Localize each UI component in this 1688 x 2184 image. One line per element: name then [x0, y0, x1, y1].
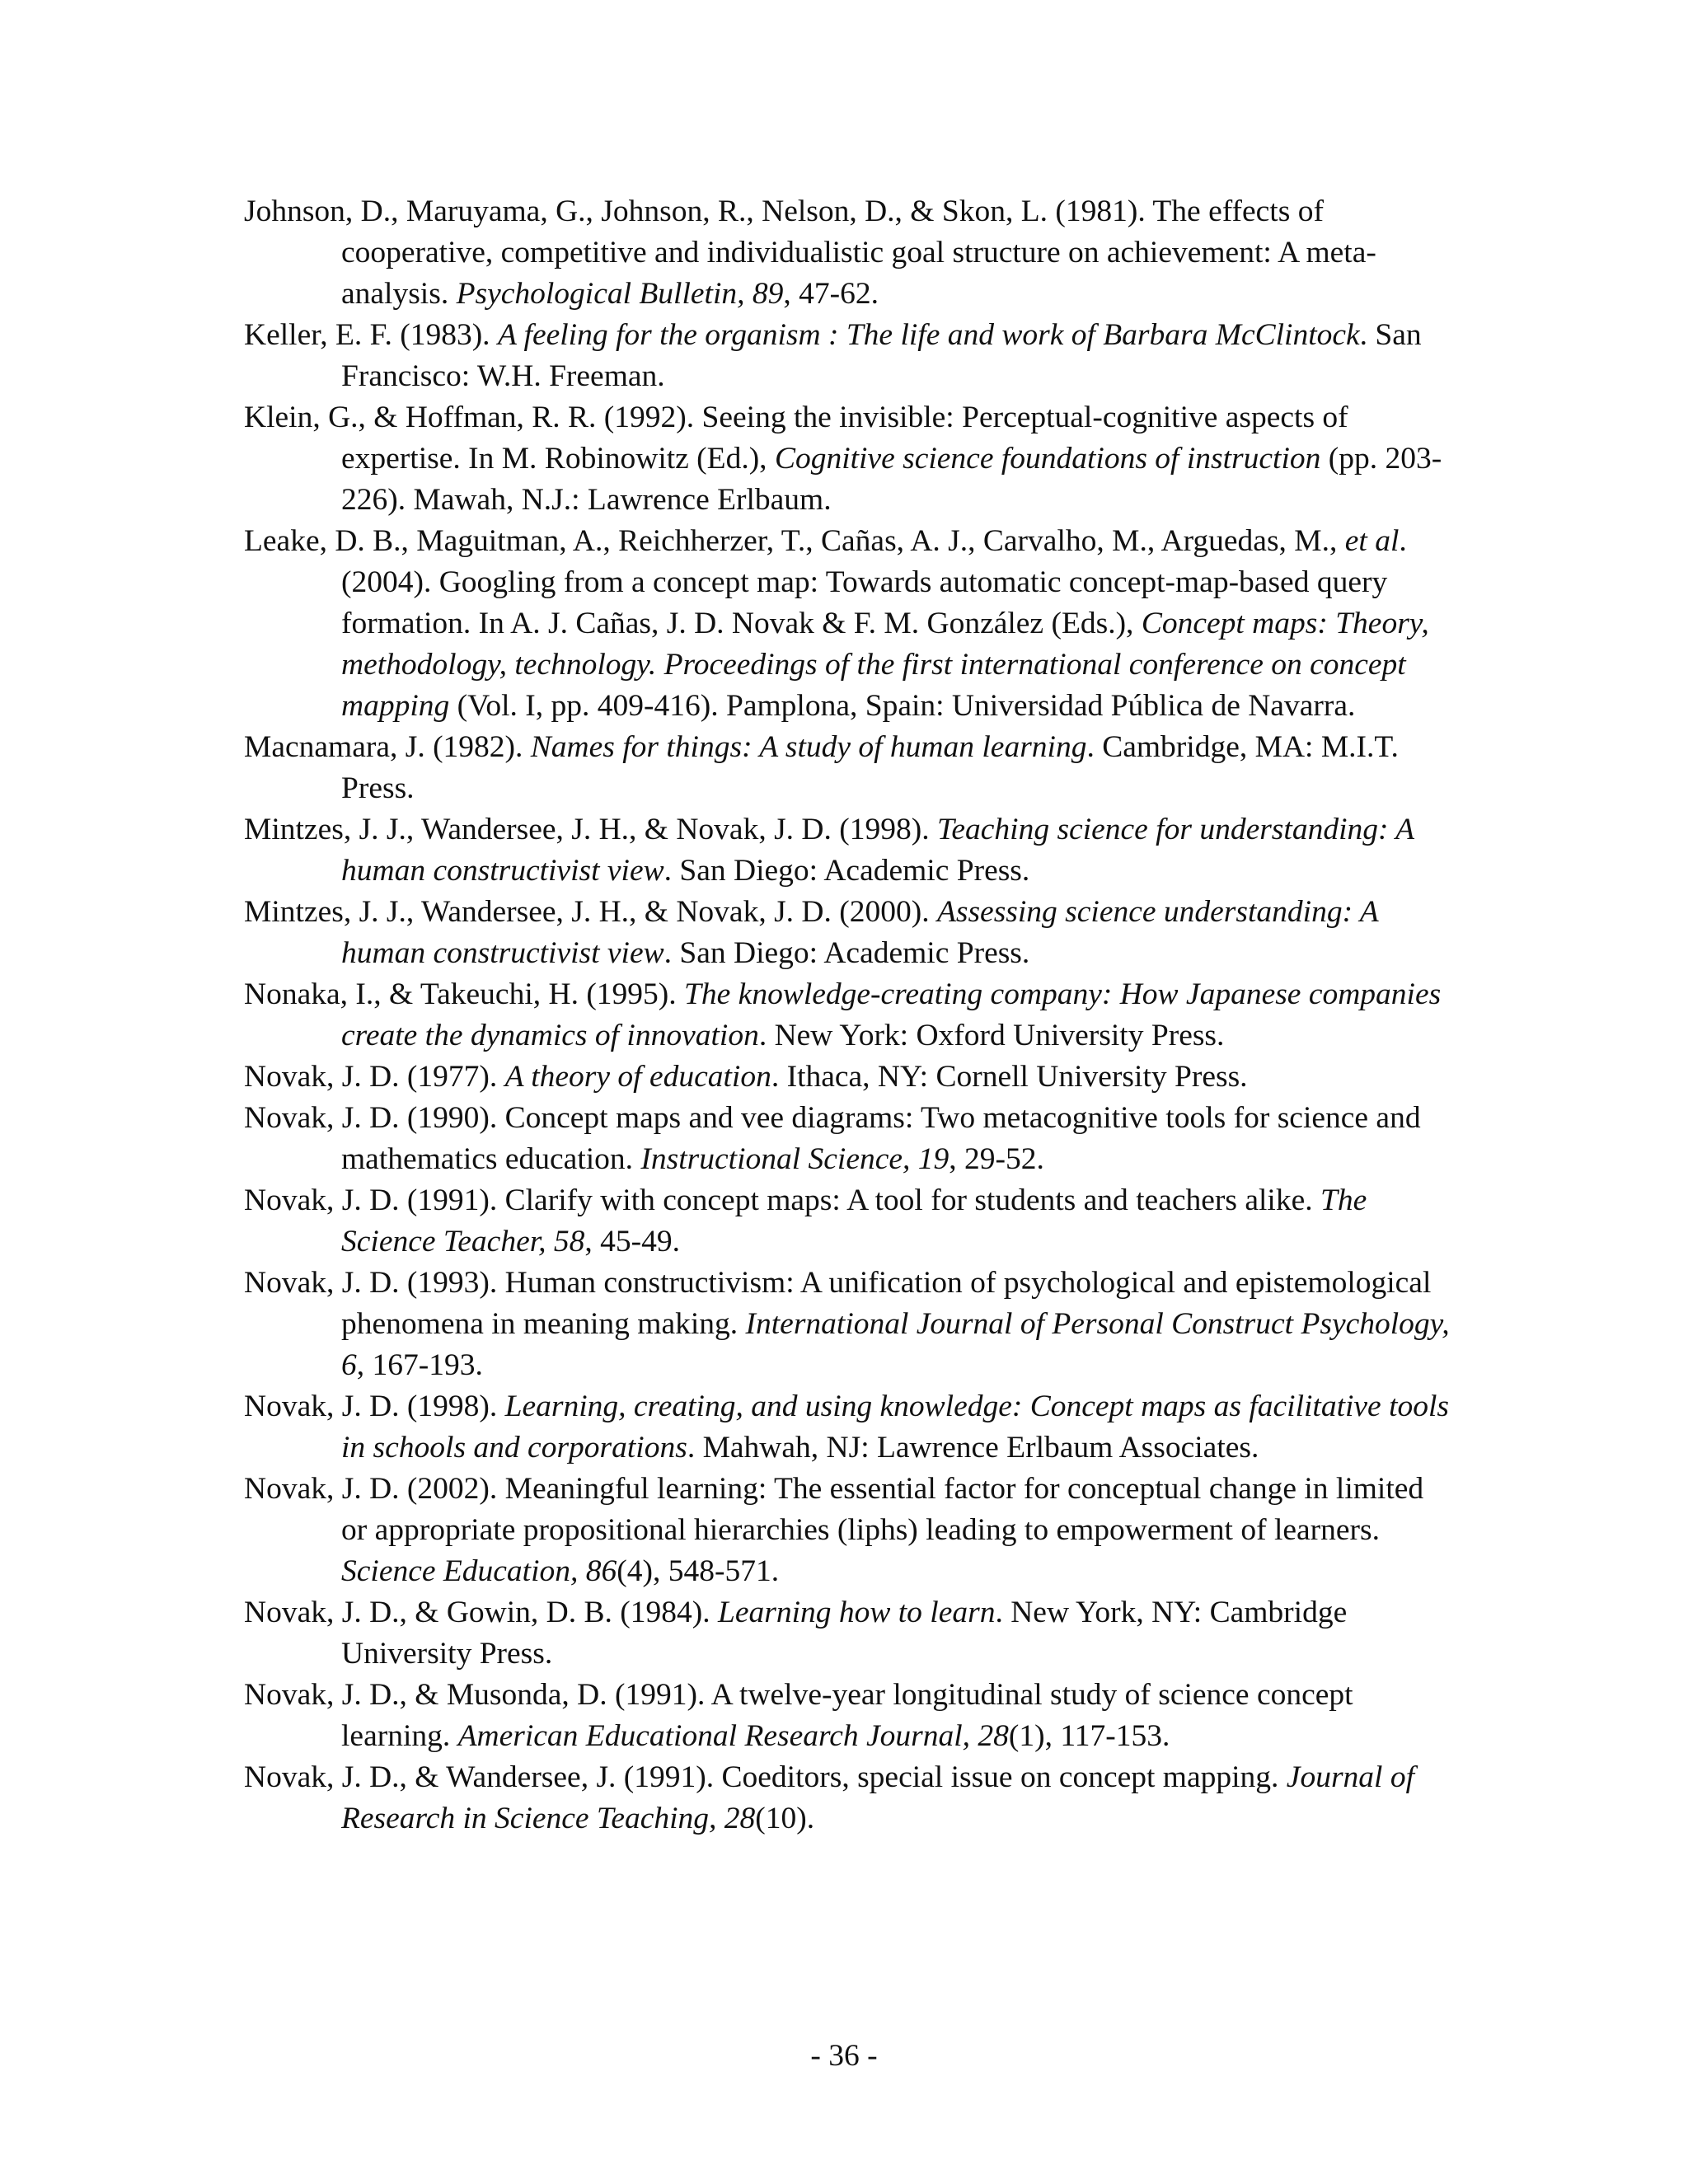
reference-italic-text: Cognitive science foundations of instruction: [774, 442, 1321, 476]
reference-entry: [244, 521, 1456, 727]
reference-text: Klein, G., & Hoffman, R. R. (1992). Seeing the invisible: Perceptual-cognitive aspects of expertise. In M. Robinowitz (Ed.),: [244, 401, 1348, 476]
reference-entry: [244, 1757, 1456, 1840]
reference-text: Mintzes, J. J., Wandersee, J. H., & Novak, J. D. (2000).: [244, 895, 937, 929]
reference-entry: [244, 1098, 1456, 1180]
reference-italic-text: The Science Teacher, 58: [341, 1183, 1367, 1258]
reference-text: . Mahwah, NJ: Lawrence Erlbaum Associates.: [687, 1431, 1259, 1465]
reference-italic-text: Teaching science for understanding: A human constructivist view: [341, 813, 1414, 888]
reference-entry: [244, 727, 1456, 809]
reference-entry: [244, 191, 1456, 315]
reference-entry: [244, 892, 1456, 974]
reference-entry: [244, 1057, 1456, 1098]
reference-text: (1), 117-153.: [1008, 1719, 1170, 1753]
reference-text: . San Diego: Academic Press.: [663, 854, 1030, 888]
reference-text: (Vol. I, pp. 409-416). Pamplona, Spain: Universidad Pública de Navarra.: [449, 689, 1356, 723]
reference-italic-text: Assessing science understanding: A human constructivist view: [341, 895, 1378, 970]
reference-italic-text: Journal of Research in Science Teaching, 28: [341, 1760, 1414, 1835]
reference-text: Novak, J. D., & Musonda, D. (1991). A twelve-year longitudinal study of science concept learning.: [244, 1678, 1353, 1753]
reference-italic-text: Instructional Science, 19: [640, 1142, 950, 1176]
reference-text: Novak, J. D. (1998).: [244, 1390, 505, 1423]
reference-text: , 29-52.: [949, 1142, 1044, 1176]
reference-text: . (2004). Googling from a concept map: Towards automatic concept-map-based query formation. In A. J. Cañas, J. D. Novak & F. M. González (Eds.),: [341, 524, 1407, 640]
reference-text: , 167-193.: [356, 1348, 483, 1382]
reference-entry: [244, 1180, 1456, 1263]
reference-text: (4), 548-571.: [617, 1554, 780, 1588]
reference-text: Nonaka, I., & Takeuchi, H. (1995).: [244, 977, 685, 1011]
reference-text: Novak, J. D., & Wandersee, J. (1991). Coeditors, special issue on concept mapping.: [244, 1760, 1287, 1794]
reference-text: (pp. 203-226). Mawah, N.J.: Lawrence Erlbaum.: [341, 442, 1442, 517]
reference-text: Johnson, D., Maruyama, G., Johnson, R., Nelson, D., & Skon, L. (1981). The effects of cooperative, competitive and individualistic goal structure on achievement: A meta-analysis.: [244, 194, 1376, 311]
reference-text: . San Francisco: W.H. Freeman.: [341, 318, 1422, 393]
reference-italic-text: Names for things: A study of human learning: [530, 730, 1087, 764]
reference-list: [244, 191, 1456, 1840]
reference-entry: [244, 1592, 1456, 1675]
reference-text: , 45-49.: [584, 1225, 681, 1258]
reference-italic-text: A theory of education: [504, 1060, 771, 1094]
reference-entry: [244, 809, 1456, 892]
reference-text: Macnamara, J. (1982).: [244, 730, 531, 764]
reference-entry: [244, 397, 1456, 521]
reference-text: Novak, J. D., & Gowin, D. B. (1984).: [244, 1596, 718, 1629]
reference-entry: [244, 315, 1456, 397]
reference-text: (10).: [755, 1802, 815, 1835]
reference-italic-text: et al: [1344, 524, 1400, 558]
reference-text: Novak, J. D. (1990). Concept maps and vee diagrams: Two metacognitive tools for science and mathematics education.: [244, 1101, 1421, 1176]
reference-italic-text: Science Education, 86: [341, 1554, 617, 1588]
reference-italic-text: The knowledge-creating company: How Japanese companies create the dynamics of innovation: [341, 977, 1442, 1052]
reference-entry: [244, 1386, 1456, 1469]
reference-italic-text: Learning, creating, and using knowledge: Concept maps as facilitative tools in schools and corporations: [341, 1390, 1450, 1465]
reference-text: Leake, D. B., Maguitman, A., Reichherzer, T., Cañas, A. J., Carvalho, M., Arguedas, M.,: [244, 524, 1345, 558]
reference-text: , 47-62.: [783, 277, 879, 311]
reference-italic-text: International Journal of Personal Construct Psychology, 6: [341, 1307, 1450, 1382]
reference-entry: [244, 1263, 1456, 1386]
reference-entry: [244, 1469, 1456, 1592]
reference-italic-text: A feeling for the organism : The life and work of Barbara McClintock: [497, 318, 1360, 352]
reference-italic-text: American Educational Research Journal, 28: [457, 1719, 1009, 1753]
reference-text: Novak, J. D. (1977).: [244, 1060, 505, 1094]
reference-text: . San Diego: Academic Press.: [663, 936, 1030, 970]
reference-text: Novak, J. D. (2002). Meaningful learning: The essential factor for conceptual change in limited or appropriate propositional hierarchies (liphs) leading to empowerment of learners.: [244, 1472, 1424, 1547]
reference-text: . Ithaca, NY: Cornell University Press.: [771, 1060, 1248, 1094]
reference-text: Novak, J. D. (1991). Clarify with concept maps: A tool for students and teachers alike.: [244, 1183, 1320, 1217]
reference-entry: [244, 1675, 1456, 1757]
reference-text: Novak, J. D. (1993). Human constructivism: A unification of psychological and epistemological phenomena in meaning making.: [244, 1266, 1432, 1341]
page-number: - 36 -: [810, 2039, 878, 2073]
reference-text: . New York: Oxford University Press.: [758, 1019, 1225, 1052]
reference-text: . Cambridge, MA: M.I.T. Press.: [341, 730, 1399, 805]
reference-text: . New York, NY: Cambridge University Press.: [341, 1596, 1348, 1671]
reference-entry: [244, 974, 1456, 1057]
reference-italic-text: Psychological Bulletin, 89: [456, 277, 784, 311]
reference-italic-text: Learning how to learn: [717, 1596, 996, 1629]
reference-italic-text: Concept maps: Theory, methodology, technology. Proceedings of the first international conference on concept mapping: [341, 607, 1429, 723]
reference-text: Keller, E. F. (1983).: [244, 318, 498, 352]
reference-text: Mintzes, J. J., Wandersee, J. H., & Novak, J. D. (1998).: [244, 813, 937, 846]
